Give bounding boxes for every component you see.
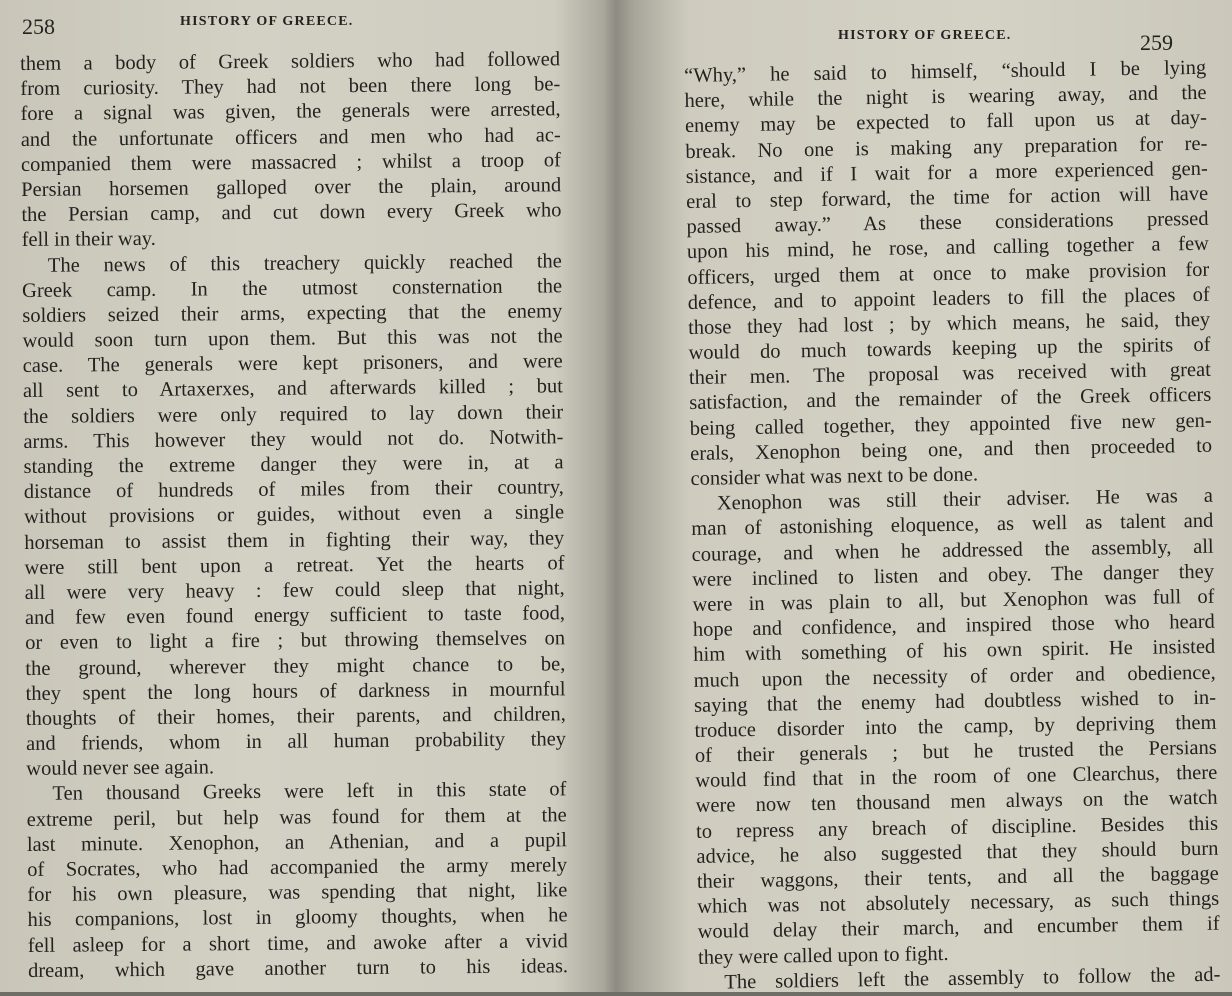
text-line: extreme peril, but help was found for them at the <box>26 803 567 831</box>
text-line: “Why,” he said to himself, “should I be lying <box>684 56 1207 87</box>
text-line: without provisions or guides, without even a single <box>23 501 565 529</box>
text-line: here, while the night is wearing away, and the <box>684 81 1207 113</box>
text-line: those they had lost ; by which means, he said, they <box>687 308 1211 339</box>
text-line: sistance, and if I wait for a more experienced gen- <box>685 157 1208 188</box>
text-line: The soldiers left the assembly to follow the ad- <box>724 963 1221 994</box>
text-line: saying that the enemy had doubtless wished to in- <box>693 686 1217 717</box>
running-head: HISTORY OF GREECE. <box>180 14 354 29</box>
text-line: Xenophon was still their adviser. He was a <box>716 484 1214 515</box>
text-line: courage, and when he addressed the assembly, all <box>691 535 1214 566</box>
text-line: would delay their march, and encumber them if <box>697 913 1220 944</box>
text-line: which was not absolutely necessary, as such things <box>697 887 1220 919</box>
text-line: advice, he also suggested that they should burn <box>696 837 1219 868</box>
text-line: their men. The proposal was received with great <box>688 359 1212 390</box>
text-line: would never see again. <box>26 756 215 781</box>
text-line: would do much towards keeping up the spirits of <box>688 333 1211 365</box>
text-line: passed away.” As these considerations pressed <box>686 207 1209 239</box>
text-line: Greek camp. In the utmost consternation the <box>21 274 563 302</box>
text-line: to repress any breach of discipline. Besides this <box>695 812 1219 843</box>
text-line: were still bent upon a retreat. Yet the hearts of <box>24 552 565 579</box>
text-line: erals, Xenophon being one, and then proceeded to <box>689 434 1213 465</box>
text-line: of their generals ; but he trusted the Persians <box>694 736 1217 767</box>
text-line: troduce disorder into the camp, by depriving them <box>694 711 1217 742</box>
text-line: their waggons, their tents, and all the baggage <box>696 862 1219 893</box>
text-line: and the unfortunate officers and men who had ac- <box>20 123 561 151</box>
text-line: all were very heavy : few could sleep that night, <box>24 577 565 604</box>
text-line: were in was plain to all, but Xenophon was full of <box>692 585 1215 616</box>
text-line: from curiosity. They had not been there long be- <box>20 73 561 101</box>
text-line: were inclined to listen and obey. The danger they <box>691 560 1215 591</box>
text-line: upon his mind, he rose, and calling together a few <box>686 233 1210 264</box>
text-line: eral to step forward, the time for action will have <box>685 182 1209 213</box>
text-line: all sent to Artaxerxes, and afterwards killed ; but <box>22 375 564 403</box>
text-line: horseman to assist them in fighting their way, they <box>24 526 565 554</box>
text-line: companied them were massacred ; whilst a troop of <box>20 149 562 176</box>
text-line: or even to light a fire ; but throwing themselves on <box>25 627 566 655</box>
text-line: fell asleep for a short time, and awoke after a vivid <box>27 929 568 957</box>
text-line: much upon the necessity of order and obedience, <box>693 661 1216 692</box>
text-line: and friends, whom in all human probability they <box>25 728 567 756</box>
running-head: HISTORY OF GREECE. <box>838 28 1012 43</box>
text-line: his companions, lost in gloomy thoughts, when he <box>27 904 568 932</box>
page-body-text <box>20 47 568 984</box>
text-line: satisfaction, and the remainder of the Greek officers <box>689 384 1212 415</box>
text-line: The news of this treachery quickly reached the <box>47 249 562 277</box>
text-line: they were called upon to fight. <box>697 942 949 969</box>
page-number: 258 <box>22 14 55 39</box>
text-line: for his own pleasure, was spending that night, like <box>27 879 568 907</box>
text-line: case. The generals were kept prisoners, and were <box>22 350 563 378</box>
text-line: fell in their way. <box>21 228 156 252</box>
text-line: the soldiers were only required to lay down their <box>23 400 564 428</box>
text-line: the Persian camp, and cut down every Greek who <box>21 199 562 227</box>
page-body-text <box>684 56 1221 996</box>
text-line: enemy may be expected to fall upon us at day- <box>684 107 1208 138</box>
text-line: them a body of Greek soldiers who had followed <box>20 48 561 75</box>
text-line: fore a signal was given, the generals were arrested, <box>20 98 561 126</box>
text-line: would soon turn upon them. But this was not the <box>22 325 563 353</box>
text-line: dream, which gave another turn to his ideas. <box>27 955 569 982</box>
text-line: consider what was next to be done. <box>690 463 979 490</box>
text-line: him with something of his own spirit. He insisted <box>693 636 1216 667</box>
text-line: and few even found energy sufficient to taste food, <box>24 602 566 630</box>
text-line: break. No one is making any preparation for re- <box>685 132 1208 163</box>
text-line: would find that in the room of one Clearchus, there <box>695 761 1218 793</box>
text-line: distance of hundreds of miles from their country, <box>23 476 564 504</box>
text-line: were now ten thousand men always on the watch <box>695 787 1218 818</box>
text-line: hope and confidence, and inspired those who heard <box>692 610 1216 642</box>
text-line: of Socrates, who had accompanied the army merely <box>27 854 568 881</box>
text-line: man of astonishing eloquence, as well as talent and <box>691 510 1214 541</box>
text-line: officers, urged them at once to make provision for <box>687 258 1210 289</box>
text-line: the ground, wherever they might chance to be, <box>25 652 566 680</box>
text-line: Persian horsemen galloped over the plain, around <box>21 174 562 201</box>
text-line: they spent the long hours of darkness in mournful <box>25 677 566 705</box>
text-line: arms. This however they would not do. Notwith- <box>23 426 564 453</box>
page-number: 259 <box>1140 30 1173 55</box>
text-line: thoughts of their homes, their parents, and children, <box>25 703 566 730</box>
text-line: being called together, they appointed five new gen- <box>689 409 1212 440</box>
right-page <box>622 0 1232 992</box>
left-page <box>0 0 600 992</box>
text-line: defence, and to appoint leaders to fill the places of <box>687 283 1210 314</box>
text-line: Ten thousand Greeks were left in this state of <box>52 778 567 806</box>
text-line: soldiers seized their arms, expecting that the enemy <box>22 300 563 327</box>
text-line: last minute. Xenophon, an Athenian, and a pupil <box>26 829 567 856</box>
text-line: standing the extreme danger they were in, at a <box>23 451 564 478</box>
